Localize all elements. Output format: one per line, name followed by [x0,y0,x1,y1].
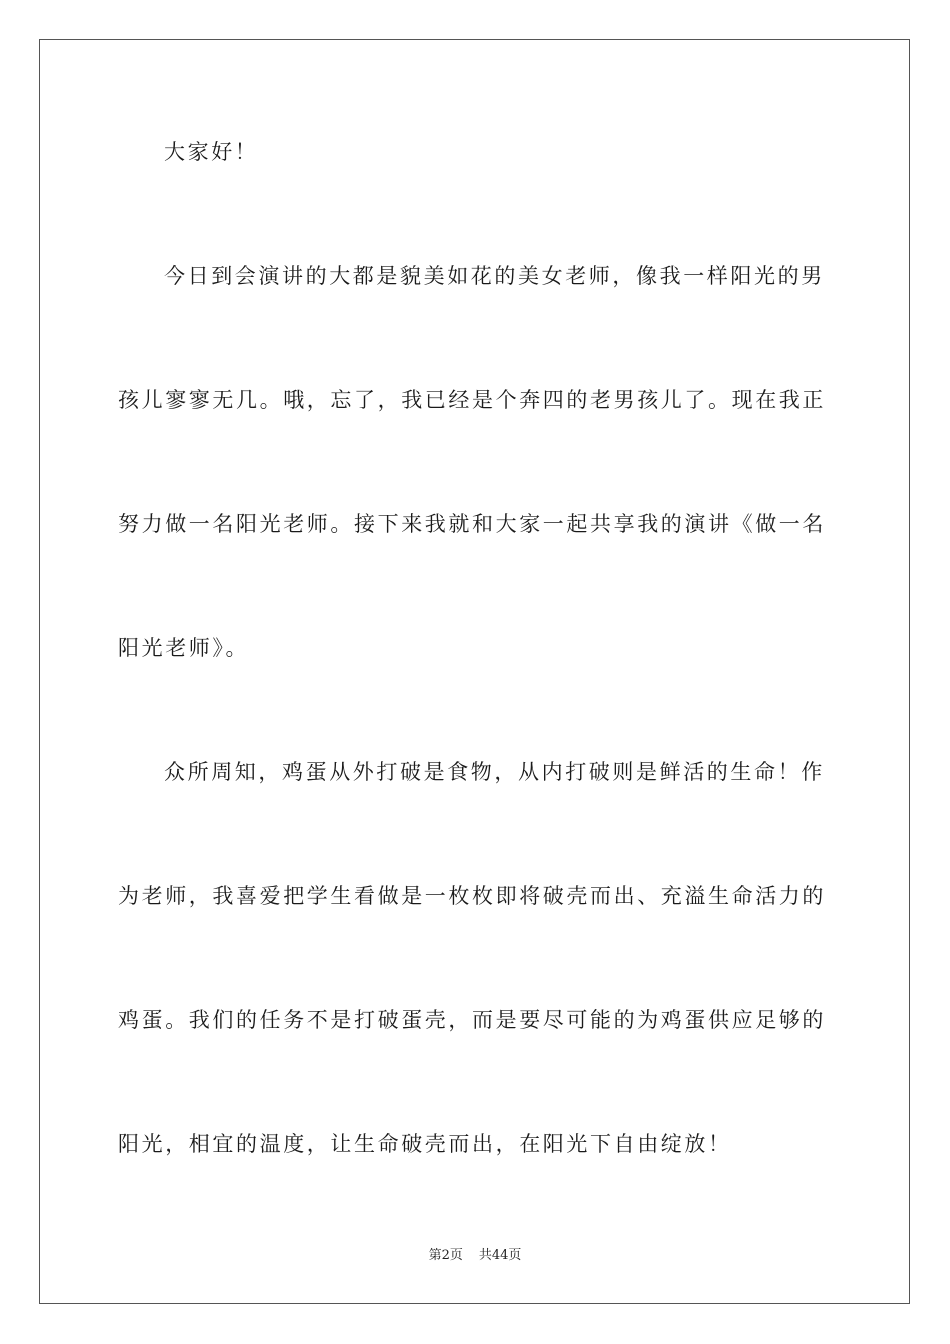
paragraph-1-line-2: 孩儿寥寥无几。哦，忘了，我已经是个奔四的老男孩儿了。现在我正 [118,388,826,412]
page-footer [0,1247,950,1265]
page-border [39,39,910,1304]
paragraph-1-line-4: 阳光老师》。 [118,636,250,660]
paragraph-2-line-3: 鸡蛋。我们的任务不是打破蛋壳，而是要尽可能的为鸡蛋供应足够的 [118,1008,826,1032]
paragraph-1-line-3: 努力做一名阳光老师。接下来我就和大家一起共享我的演讲《做一名 [118,512,826,536]
paragraph-2-line-2: 为老师，我喜爱把学生看做是一枚枚即将破壳而出、充溢生命活力的 [118,884,826,908]
paragraph-2-line-4: 阳光，相宜的温度，让生命破壳而出，在阳光下自由绽放！ [118,1132,732,1156]
paragraph-1-line-1: 今日到会演讲的大都是貌美如花的美女老师，像我一样阳光的男 [164,264,825,288]
greeting-line: 大家好！ [164,140,259,164]
page-number: 第2页 [428,1248,463,1263]
paragraph-2-line-1: 众所周知，鸡蛋从外打破是食物，从内打破则是鲜活的生命！作 [164,760,825,784]
page-total: 共44页 [478,1248,522,1263]
